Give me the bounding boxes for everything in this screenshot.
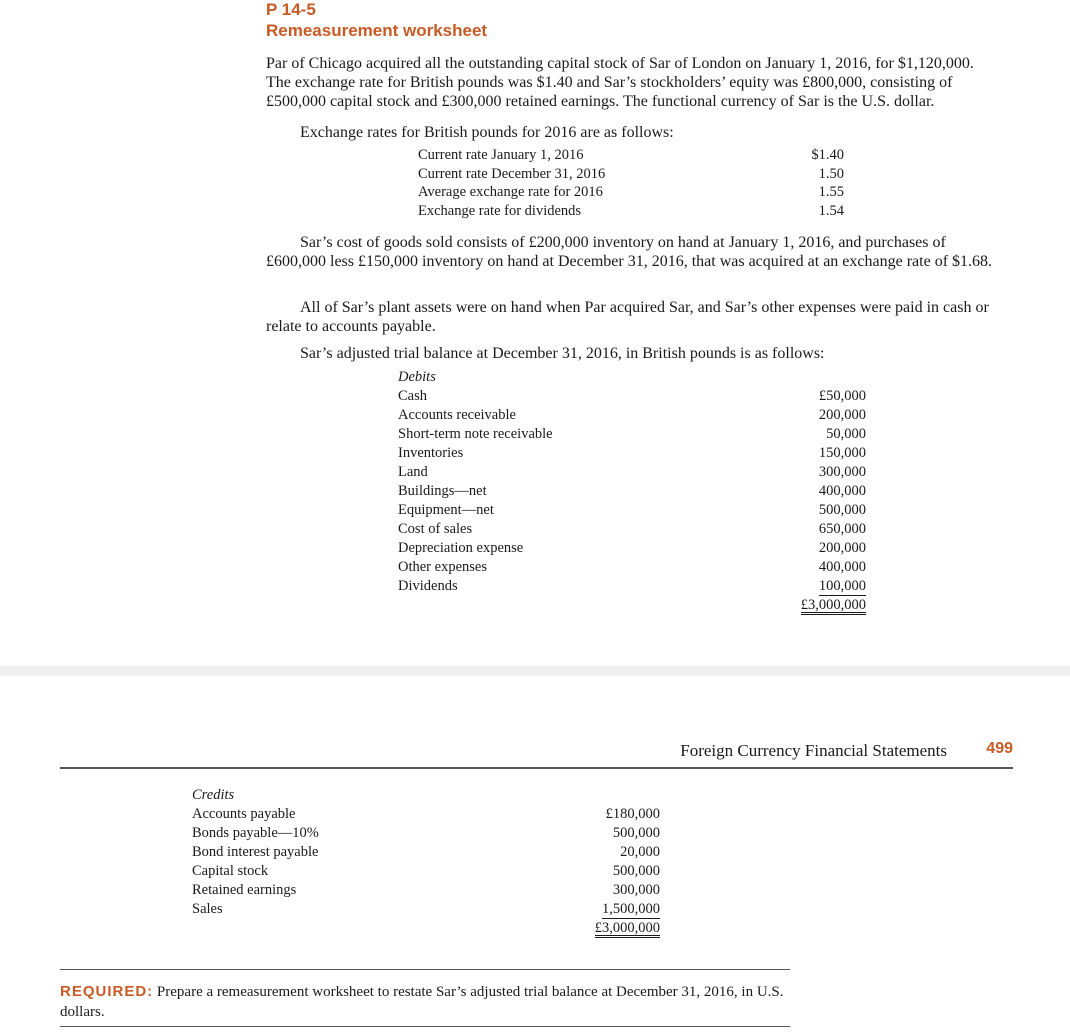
rate-row: Average exchange rate for 2016 1.55 — [418, 184, 844, 200]
page-break — [0, 666, 1070, 676]
rates-intro: Exchange rates for British pounds for 2016 are as follows: — [300, 124, 674, 141]
table-row: Accounts receivable 200,000 — [398, 407, 866, 423]
problem-number: P 14-5 — [266, 0, 316, 19]
table-row: Buildings—net 400,000 — [398, 483, 866, 499]
divider — [60, 969, 790, 970]
required-instruction — [60, 982, 795, 1022]
table-row: Retained earnings 300,000 — [192, 882, 660, 898]
rate-row: Current rate December 31, 2016 1.50 — [418, 165, 844, 182]
page-number: 499 — [986, 740, 1013, 757]
credits-total: £3,000,000 — [594, 920, 660, 936]
table-row: Dividends 100,000 — [398, 578, 866, 594]
table-row: Land 300,000 — [398, 464, 866, 480]
cogs-paragraph: Sar’s cost of goods sold consists of £200,000 inventory on hand at January 1, 2016, and purchases of £600,000 less £150,000 inventory on hand at December 31, 2016, that was acquired at an exchange rate of $1.68. — [266, 234, 993, 270]
table-row: Bonds payable—10% 500,000 — [192, 825, 660, 841]
credits-table — [192, 786, 660, 938]
debits-heading: Debits — [398, 369, 436, 385]
table-row: Cash £50,000 — [398, 388, 866, 404]
intro-paragraph: Par of Chicago acquired all the outstanding capital stock of Sar of London on January 1, 2016, for $1,120,000. The exchange rate for British pounds was $1.40 and Sar’s stockholders’ equity was £800,000, consisting of £500,000 capital stock and £300,000 retained earnings. The functional currency of Sar is the U.S. dollar. — [266, 55, 974, 110]
table-row: Short-term note receivable 50,000 — [398, 426, 866, 442]
required-label: REQUIRED: — [60, 983, 154, 1000]
divider — [60, 1026, 790, 1027]
table-row: Accounts payable £180,000 — [192, 806, 660, 822]
rate-row: Exchange rate for dividends 1.54 — [418, 202, 844, 219]
required-text: Prepare a remeasurement worksheet to restate Sar’s adjusted trial balance at December 31, 2016, in U.S. dollars. — [60, 984, 784, 1020]
table-row: Inventories 150,000 — [398, 445, 866, 461]
table-row: Equipment—net 500,000 — [398, 502, 866, 518]
debits-total: £3,000,000 — [800, 597, 866, 613]
table-row: Sales 1,500,000 — [192, 901, 660, 917]
table-row: Depreciation expense 200,000 — [398, 540, 866, 556]
total-row — [192, 919, 660, 938]
total-row — [398, 596, 866, 615]
debits-table — [398, 368, 866, 615]
table-row: Cost of sales 650,000 — [398, 521, 866, 537]
trial-balance-intro: Sar’s adjusted trial balance at December 31, 2016, in British pounds is as follows: — [300, 345, 825, 362]
exchange-rate-table — [418, 146, 844, 220]
problem-title: Remeasurement worksheet — [266, 21, 488, 40]
plant-assets-paragraph: All of Sar’s plant assets were on hand when Par acquired Sar, and Sar’s other expenses were paid in cash or relate to accounts payable. — [266, 299, 989, 335]
table-row: Other expenses 400,000 — [398, 559, 866, 575]
credits-heading: Credits — [192, 787, 235, 803]
table-row: Bond interest payable 20,000 — [192, 844, 660, 860]
running-header — [60, 739, 1013, 769]
running-title: Foreign Currency Financial Statements — [680, 741, 947, 760]
rate-row: Current rate January 1, 2016 $1.40 — [418, 147, 844, 163]
table-row: Capital stock 500,000 — [192, 863, 660, 879]
